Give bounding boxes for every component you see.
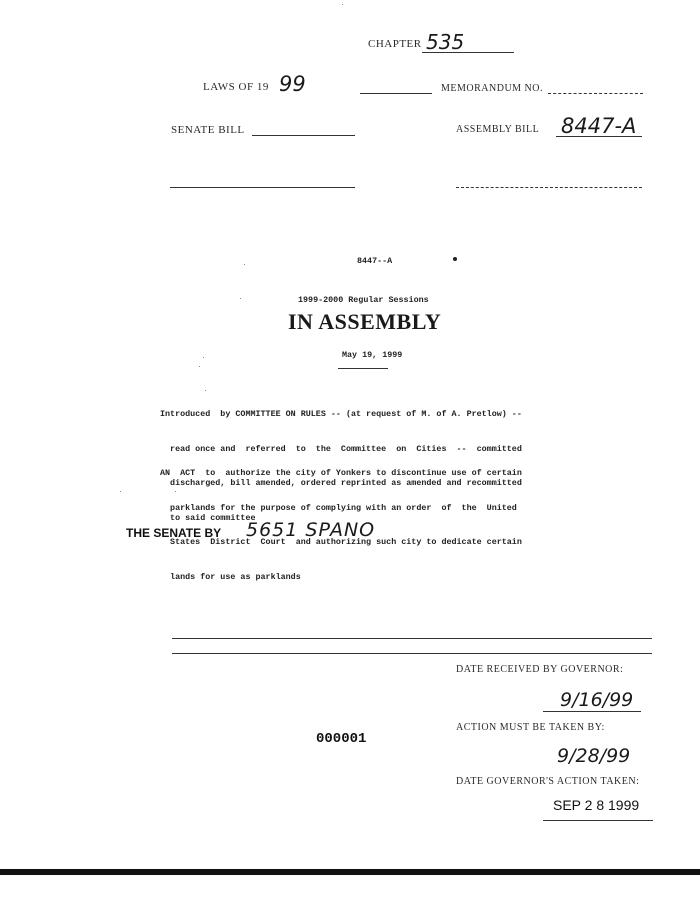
assembly-bill-label: ASSEMBLY BILL bbox=[456, 124, 540, 135]
rule-upper bbox=[172, 638, 652, 639]
action-taken-stamp: SEP 2 8 1999 bbox=[553, 797, 640, 813]
act-line: parklands for the purpose of complying with an order of the United bbox=[160, 502, 517, 513]
scan-speck bbox=[199, 366, 200, 367]
date-received-label: DATE RECEIVED BY GOVERNOR: bbox=[456, 664, 624, 675]
scan-speck bbox=[205, 390, 206, 391]
scan-speck bbox=[240, 298, 241, 299]
senate-handwritten: 5651 SPANO bbox=[246, 519, 376, 541]
senate-by-label: THE SENATE BY bbox=[126, 526, 222, 540]
assembly-bill-line bbox=[556, 136, 642, 137]
page-bottom-margin bbox=[0, 875, 700, 902]
page-number: 000001 bbox=[316, 731, 367, 747]
rule-lower bbox=[172, 653, 652, 654]
chapter-value: 535 bbox=[426, 30, 465, 54]
date-received-line bbox=[543, 711, 641, 712]
scan-speck bbox=[175, 491, 176, 492]
senate-bill-label: SENATE BILL bbox=[171, 124, 245, 136]
intro-line: Introduced by COMMITTEE ON RULES -- (at request of M. of A. Pretlow) -- bbox=[160, 409, 522, 419]
memorandum-left-line bbox=[360, 93, 432, 94]
memorandum-label: MEMORANDUM NO. bbox=[441, 83, 544, 94]
scan-speck bbox=[342, 4, 343, 5]
intro-line: to said committee bbox=[160, 512, 256, 523]
action-taken-label: DATE GOVERNOR'S ACTION TAKEN: bbox=[456, 776, 640, 787]
assembly-bill-value: 8447-A bbox=[561, 114, 637, 138]
chapter-label: CHAPTER bbox=[368, 38, 422, 50]
memorandum-line bbox=[548, 93, 643, 94]
house-title: IN ASSEMBLY bbox=[288, 309, 442, 334]
blank-line-left bbox=[170, 187, 355, 188]
session-label: 1999-2000 Regular Sessions bbox=[298, 295, 429, 305]
bill-date: May 19, 1999 bbox=[342, 350, 403, 360]
scan-speck bbox=[203, 357, 204, 358]
act-line: States District Court and authorizing such city to dedicate certain bbox=[160, 537, 522, 547]
senate-bill-line bbox=[252, 135, 355, 136]
act-line: AN ACT to authorize the city of Yonkers to discontinue use of certain bbox=[160, 468, 522, 478]
laws-label: LAWS OF 19 bbox=[203, 81, 269, 93]
scan-speck bbox=[244, 264, 245, 265]
action-taken-line bbox=[543, 820, 653, 821]
act-line: lands for use as parklands bbox=[160, 571, 301, 582]
bill-number: 8447--A bbox=[357, 256, 393, 266]
chapter-underline bbox=[422, 52, 514, 53]
blank-line-right bbox=[456, 187, 642, 188]
laws-year: 99 bbox=[279, 72, 306, 96]
intro-line: discharged, bill amended, ordered reprinted as amended and recommitted bbox=[160, 478, 522, 488]
action-by-label: ACTION MUST BE TAKEN BY: bbox=[456, 722, 605, 733]
date-underline bbox=[338, 368, 388, 369]
scan-speck bbox=[120, 491, 121, 492]
dot-mark bbox=[453, 257, 457, 261]
intro-line: read once and referred to the Committee on Cities -- committed bbox=[160, 443, 522, 454]
action-by-value: 9/28/99 bbox=[557, 745, 631, 767]
date-received-value: 9/16/99 bbox=[560, 689, 634, 711]
